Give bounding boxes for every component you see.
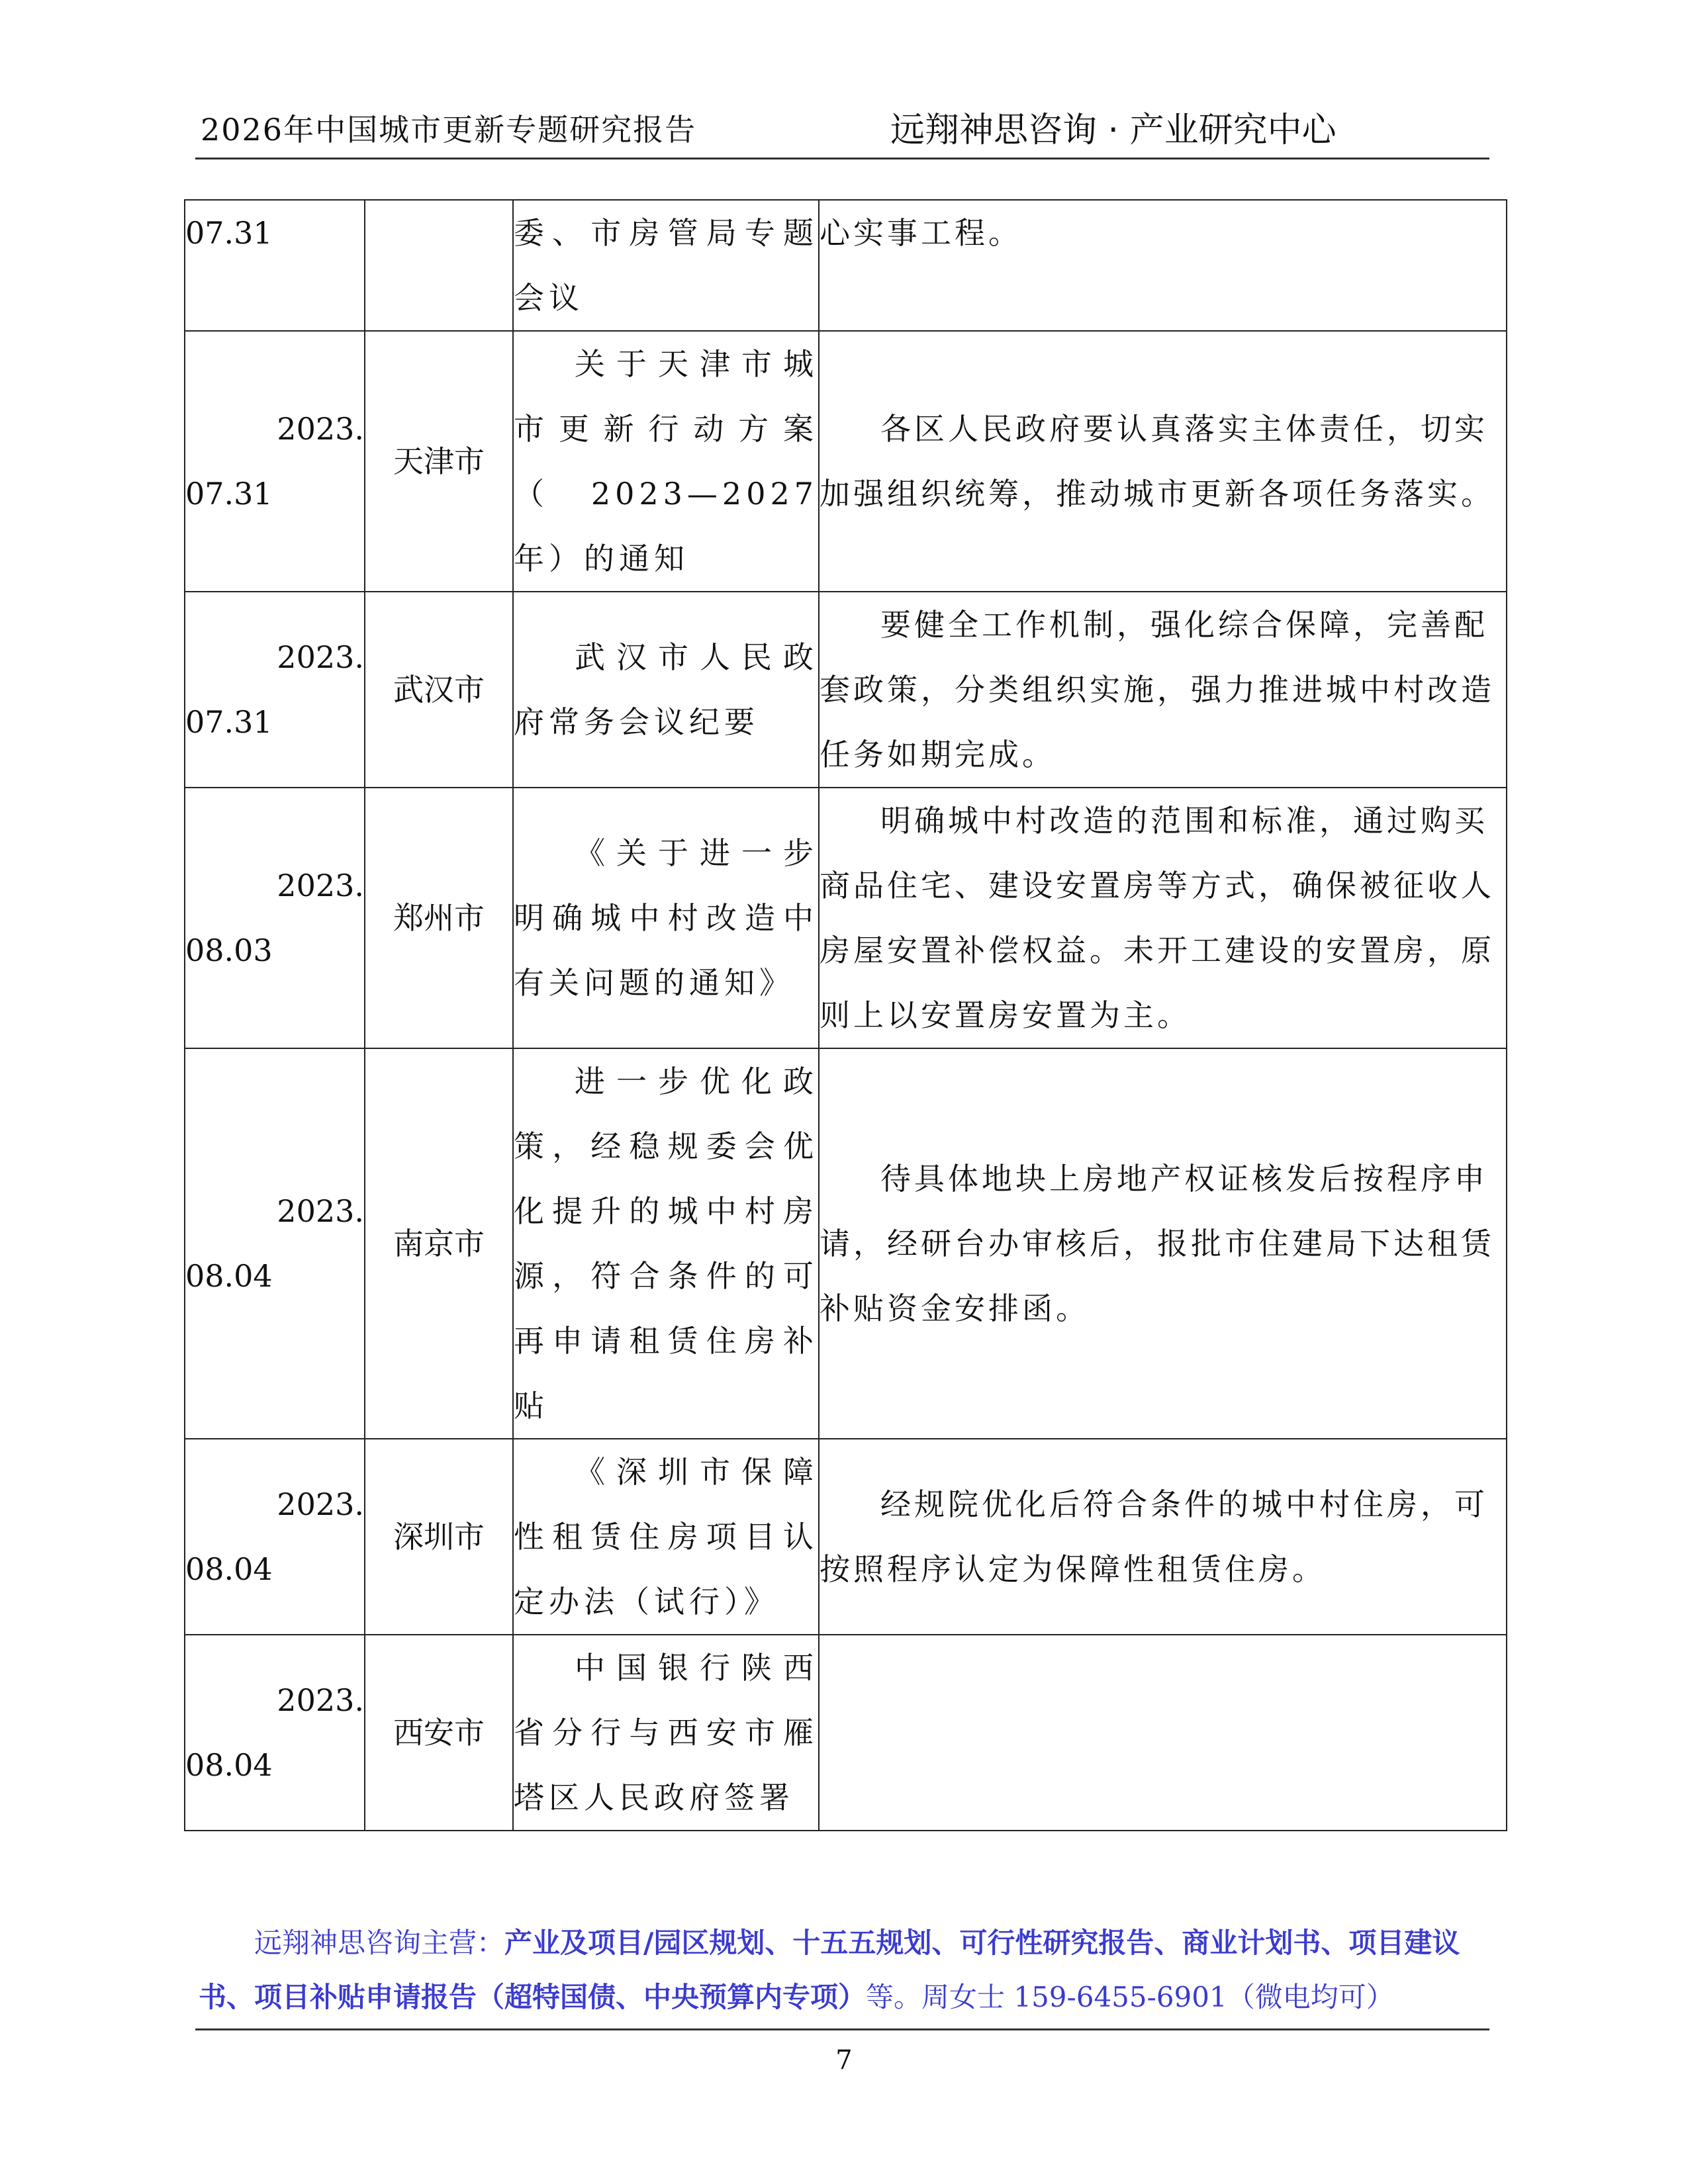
date-month-day: 07.31: [185, 704, 273, 740]
summary-cell: 要健全工作机制，强化综合保障，完善配套政策，分类组织实施，强力推进城中村改造任务如期完成。: [819, 592, 1507, 788]
table-row: [185, 200, 1507, 331]
date-month-day: 07.31: [185, 215, 273, 251]
date-cell: [185, 1439, 365, 1635]
summary-cell: [819, 1635, 1507, 1831]
table-row: [185, 1048, 1507, 1439]
date-year: 2023.: [277, 1486, 364, 1522]
document-cell: 关于天津市城市更新行动方案（2023—2027年）的通知: [513, 331, 819, 592]
city-cell: 深圳市: [365, 1439, 513, 1635]
date-month-day: 08.03: [185, 933, 273, 968]
ad-lead: 远翔神思咨询主营：: [254, 1927, 505, 1959]
date-year: 2023.: [277, 1682, 364, 1718]
date-year: 2023.: [277, 1193, 364, 1229]
date-month-day: 07.31: [185, 476, 273, 512]
city-cell: [365, 200, 513, 331]
table-row: [185, 1439, 1507, 1635]
date-cell: [185, 200, 365, 331]
footer-divider: [195, 2028, 1489, 2030]
date-month-day: 08.04: [185, 1747, 273, 1783]
city-cell: 西安市: [365, 1635, 513, 1831]
document-cell: 武汉市人民政府常务会议纪要: [513, 592, 819, 788]
summary-cell: 待具体地块上房地产权证核发后按程序申请，经研台办审核后，报批市住建局下达租赁补贴资金安排函。: [819, 1048, 1507, 1439]
report-title: 2026年中国城市更新专题研究报告: [201, 112, 697, 148]
date-year: 2023.: [277, 639, 364, 675]
summary-cell: 明确城中村改造的范围和标准，通过购买商品住宅、建设安置房等方式，确保被征收人房屋安置补偿权益。未开工建设的安置房，原则上以安置房安置为主。: [819, 788, 1507, 1048]
date-year: 2023.: [277, 868, 364, 903]
city-cell: 武汉市: [365, 592, 513, 788]
document-cell: 中国银行陕西省分行与西安市雁塔区人民政府签署: [513, 1635, 819, 1831]
document-cell: 《深圳市保障性租赁住房项目认定办法（试行）》: [513, 1439, 819, 1635]
city-cell: 南京市: [365, 1048, 513, 1439]
page-number: 7: [835, 2045, 853, 2075]
table-row: [185, 1635, 1507, 1831]
date-cell: [185, 331, 365, 592]
city-cell: 天津市: [365, 331, 513, 592]
table-row: [185, 788, 1507, 1048]
date-cell: [185, 592, 365, 788]
page-header: [195, 106, 1489, 159]
publisher-name: 远翔神思咨询 · 产业研究中心: [890, 111, 1336, 150]
table-row: [185, 331, 1507, 592]
summary-cell: 经规院优化后符合条件的城中村住房，可按照程序认定为保障性租赁住房。: [819, 1439, 1507, 1635]
date-month-day: 08.04: [185, 1551, 273, 1587]
document-cell: 委、市房管局专题会议: [513, 200, 819, 331]
date-cell: [185, 1635, 365, 1831]
date-year: 2023.: [277, 411, 364, 447]
document-cell: 《关于进一步明确城中村改造中有关问题的通知》: [513, 788, 819, 1048]
policy-table: [184, 199, 1507, 1831]
ad-contact: 等。周女士 159-6455-6901（微电均可）: [866, 1981, 1394, 2013]
date-cell: [185, 788, 365, 1048]
consulting-ad: [199, 1916, 1486, 2025]
date-month-day: 08.04: [185, 1258, 273, 1294]
summary-cell: 心实事工程。: [819, 200, 1507, 331]
summary-cell: 各区人民政府要认真落实主体责任，切实加强组织统筹，推动城市更新各项任务落实。: [819, 331, 1507, 592]
ad-services: 产业及项目/园区规划、十五五规划、可行性研究报告、商业计划书、项目建议书、项目补贴申请报告（超特国债、中央预算内专项）: [199, 1927, 1460, 2013]
city-cell: 郑州市: [365, 788, 513, 1048]
table-row: [185, 592, 1507, 788]
date-cell: [185, 1048, 365, 1439]
document-cell: 进一步优化政策，经稳规委会优化提升的城中村房源，符合条件的可再申请租赁住房补贴: [513, 1048, 819, 1439]
